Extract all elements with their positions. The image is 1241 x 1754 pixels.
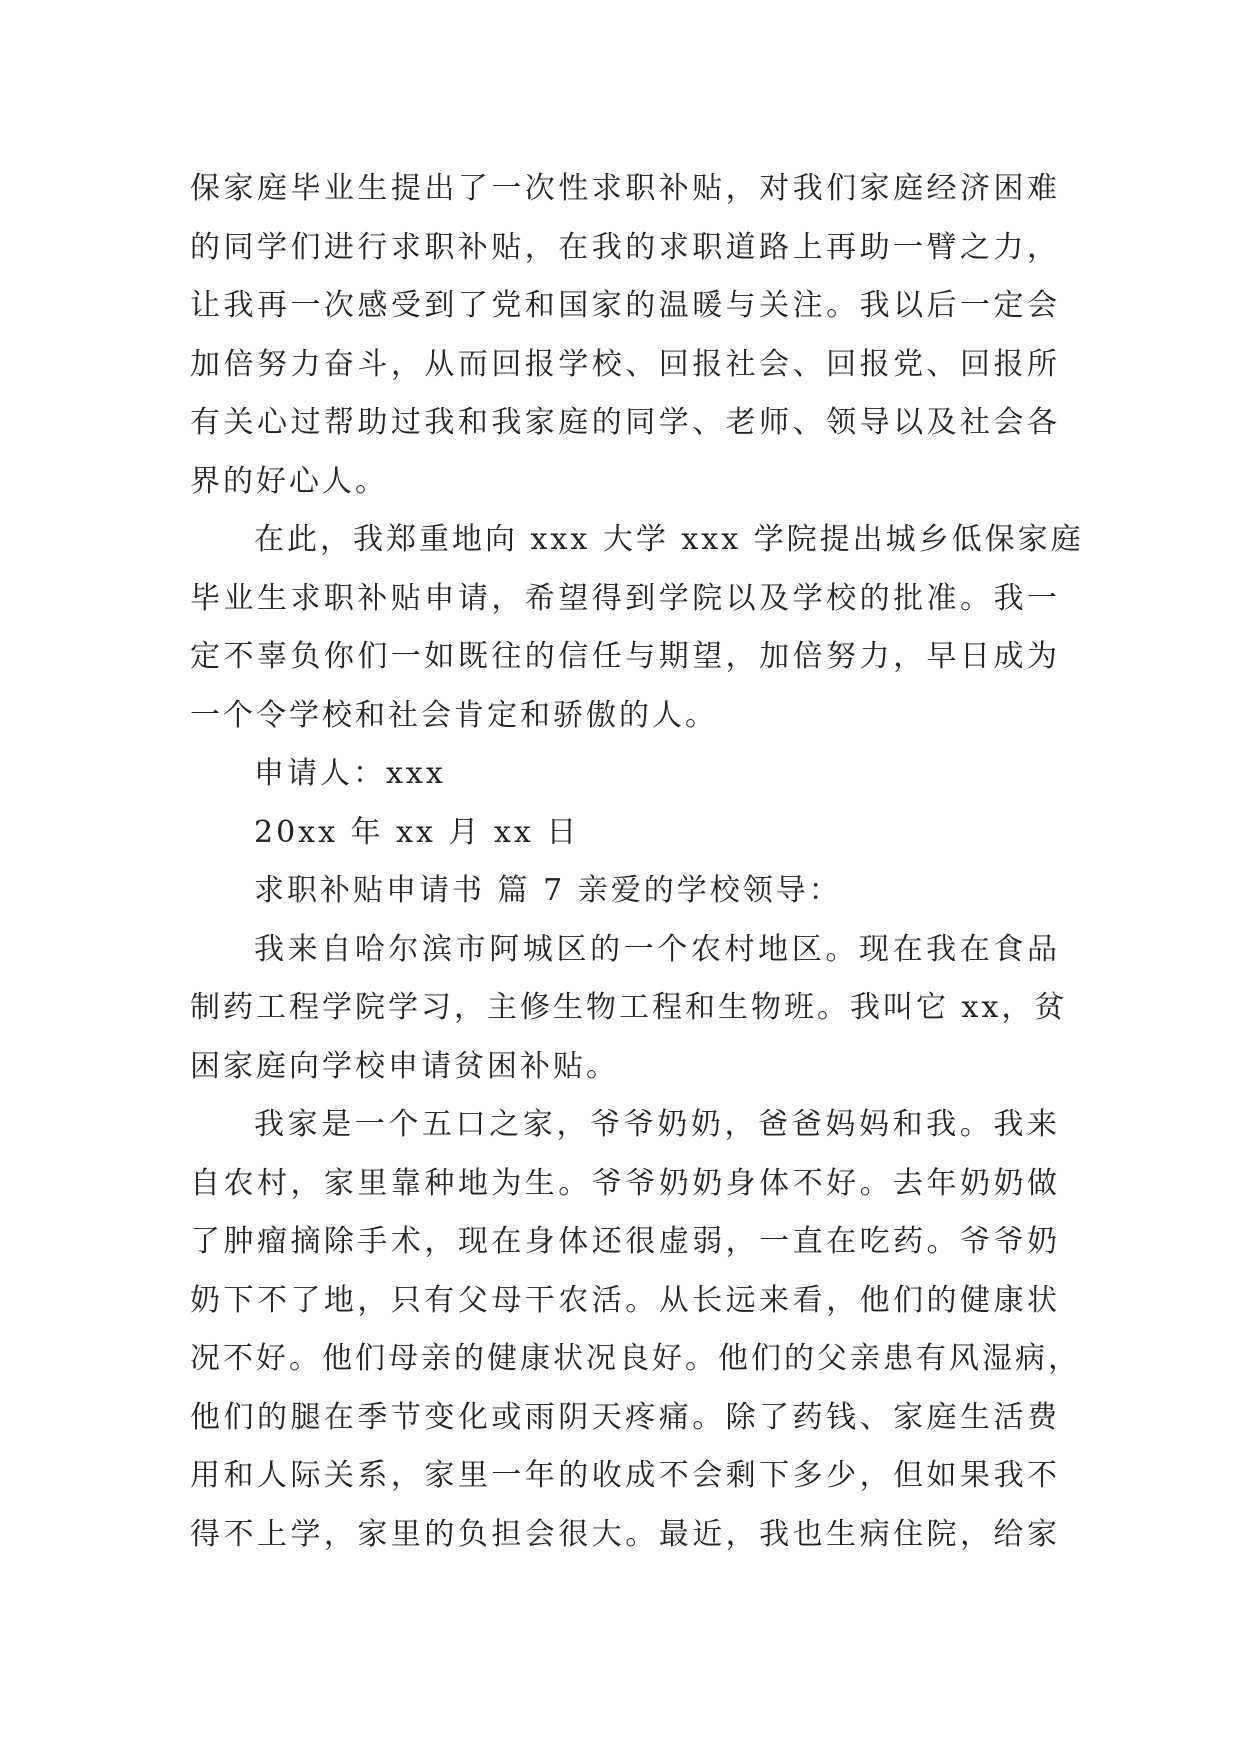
text-line: 让我再一次感受到了党和国家的温暖与关注。我以后一定会	[190, 288, 1060, 323]
section-heading: 求职补贴申请书 篇 7 亲爱的学校领导：	[254, 873, 842, 908]
text-line: 得不上学，家里的负担会很大。最近，我也生病住院，给家	[190, 1516, 1060, 1552]
text-line: 制药工程学院学习，主修生物工程和生物班。我叫它 xx，贫	[190, 990, 1068, 1025]
text-line: 困家庭向学校申请贫困补贴。	[190, 1048, 619, 1084]
text-line: 他们的腿在季节变化或雨阴天疼痛。除了药钱、家庭生活费	[190, 1399, 1060, 1435]
text-line: 我来自哈尔滨市阿城区的一个农村地区。现在我在食品	[254, 931, 1060, 967]
text-line: 保家庭毕业生提出了一次性求职补贴，对我们家庭经济困难	[190, 171, 1060, 206]
text-line: 用和人际关系，家里一年的收成不会剩下多少，但如果我不	[190, 1458, 1060, 1493]
text-line: 一个令学校和社会肯定和骄傲的人。	[190, 697, 718, 733]
text-line: 有关心过帮助过我和我家庭的同学、老师、领导以及社会各	[190, 405, 1060, 440]
text-line: 加倍努力奋斗，从而回报学校、回报社会、回报党、回报所	[190, 346, 1060, 382]
text-line: 我家是一个五口之家，爷爷奶奶，爸爸妈妈和我。我来	[254, 1107, 1060, 1142]
text-line: 定不辜负你们一如既往的信任与期望，加倍努力，早日成为	[190, 639, 1060, 674]
text-line: 自农村，家里靠种地为生。爷爷奶奶身体不好。去年奶奶做	[190, 1165, 1060, 1201]
text-line: 界的好心人。	[190, 463, 388, 499]
text-line: 况不好。他们母亲的健康状况良好。他们的父亲患有风湿病，	[190, 1341, 1081, 1376]
text-line: 在此，我郑重地向 xxx 大学 xxx 学院提出城乡低保家庭	[254, 522, 1084, 557]
text-line: 奶下不了地，只有父母干农活。从长远来看，他们的健康状	[190, 1282, 1060, 1318]
date-line: 20xx 年 xx 月 xx 日	[254, 814, 580, 850]
signature-line: 申请人：xxx	[254, 756, 446, 791]
text-line: 毕业生求职补贴申请，希望得到学院以及学校的批准。我一	[190, 580, 1060, 616]
text-line: 的同学们进行求职补贴，在我的求职道路上再助一臂之力，	[190, 229, 1060, 265]
text-line: 了肿瘤摘除手术，现在身体还很虚弱，一直在吃药。爷爷奶	[190, 1224, 1060, 1259]
document-body	[190, 160, 1084, 1564]
